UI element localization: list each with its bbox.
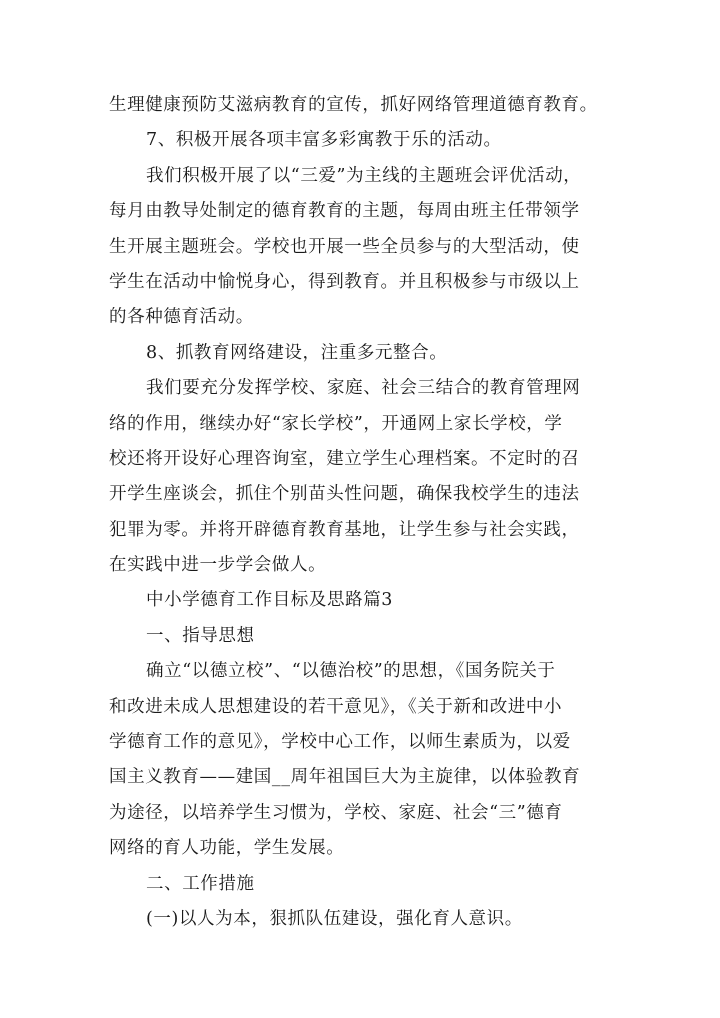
text-line: 的各种德育活动。: [109, 307, 254, 328]
text-line: 我们积极开展了以“三爱”为主线的主题班会评优活动，: [146, 165, 582, 186]
text-line: 生开展主题班会。学校也开展一些全员参与的大型活动，使: [109, 236, 580, 257]
text-line: 网络的育人功能，学生发展。: [109, 838, 345, 859]
text-line: 和改进未成人思想建设的若干意见》，《关于新和改进中小: [109, 696, 563, 717]
list-item-8-heading: 8、抓教育网络建设，注重多元整合。: [146, 342, 448, 363]
section-heading-work-measures: 二、工作措施: [146, 873, 255, 894]
text-line: 校还将开设好心理咨询室，建立学生心理档案。不定时的召: [109, 448, 580, 469]
section-heading-guiding-ideology: 一、指导思想: [146, 625, 255, 646]
subsection-heading: (一)以人为本，狠抓队伍建设，强化育人意识。: [146, 908, 523, 929]
text-line: 国主义教育——建国__周年祖国巨大为主旋律，以体验教育: [109, 767, 581, 788]
list-item-7-heading: 7、积极开展各项丰富多彩寓教于乐的活动。: [146, 130, 502, 151]
document-body: [109, 88, 637, 937]
text-line: 犯罪为零。并将开辟德育教育基地，让学生参与社会实践，: [109, 519, 580, 540]
text-line: 学生在活动中愉悦身心，得到教育。并且积极参与市级以上: [109, 271, 580, 292]
text-line: 我们要充分发挥学校、家庭、社会三结合的教育管理网: [146, 378, 581, 399]
text-line: 学德育工作的意见》，学校中心工作，以师生素质为，以爱: [109, 732, 571, 753]
text-line: 生理健康预防艾滋病教育的宣传，抓好网络管理道德育教育。: [109, 95, 598, 115]
text-line: 络的作用，继续办好“家长学校”，开通网上家长学校，学: [109, 413, 563, 434]
section-title: 中小学德育工作目标及思路篇3: [146, 590, 394, 611]
text-line: 开学生座谈会，抓住个别苗头性问题，确保我校学生的违法: [109, 484, 580, 505]
text-line: 在实践中进一步学会做人。: [109, 555, 327, 576]
text-line: 为途径，以培养学生习惯为，学校、家庭、社会“三”德育: [109, 802, 563, 823]
text-line: 确立“以德立校”、“以德治校”的思想，《国务院关于: [146, 661, 556, 682]
text-line: 每月由教导处制定的德育教育的主题，每周由班主任带领学: [109, 201, 580, 222]
